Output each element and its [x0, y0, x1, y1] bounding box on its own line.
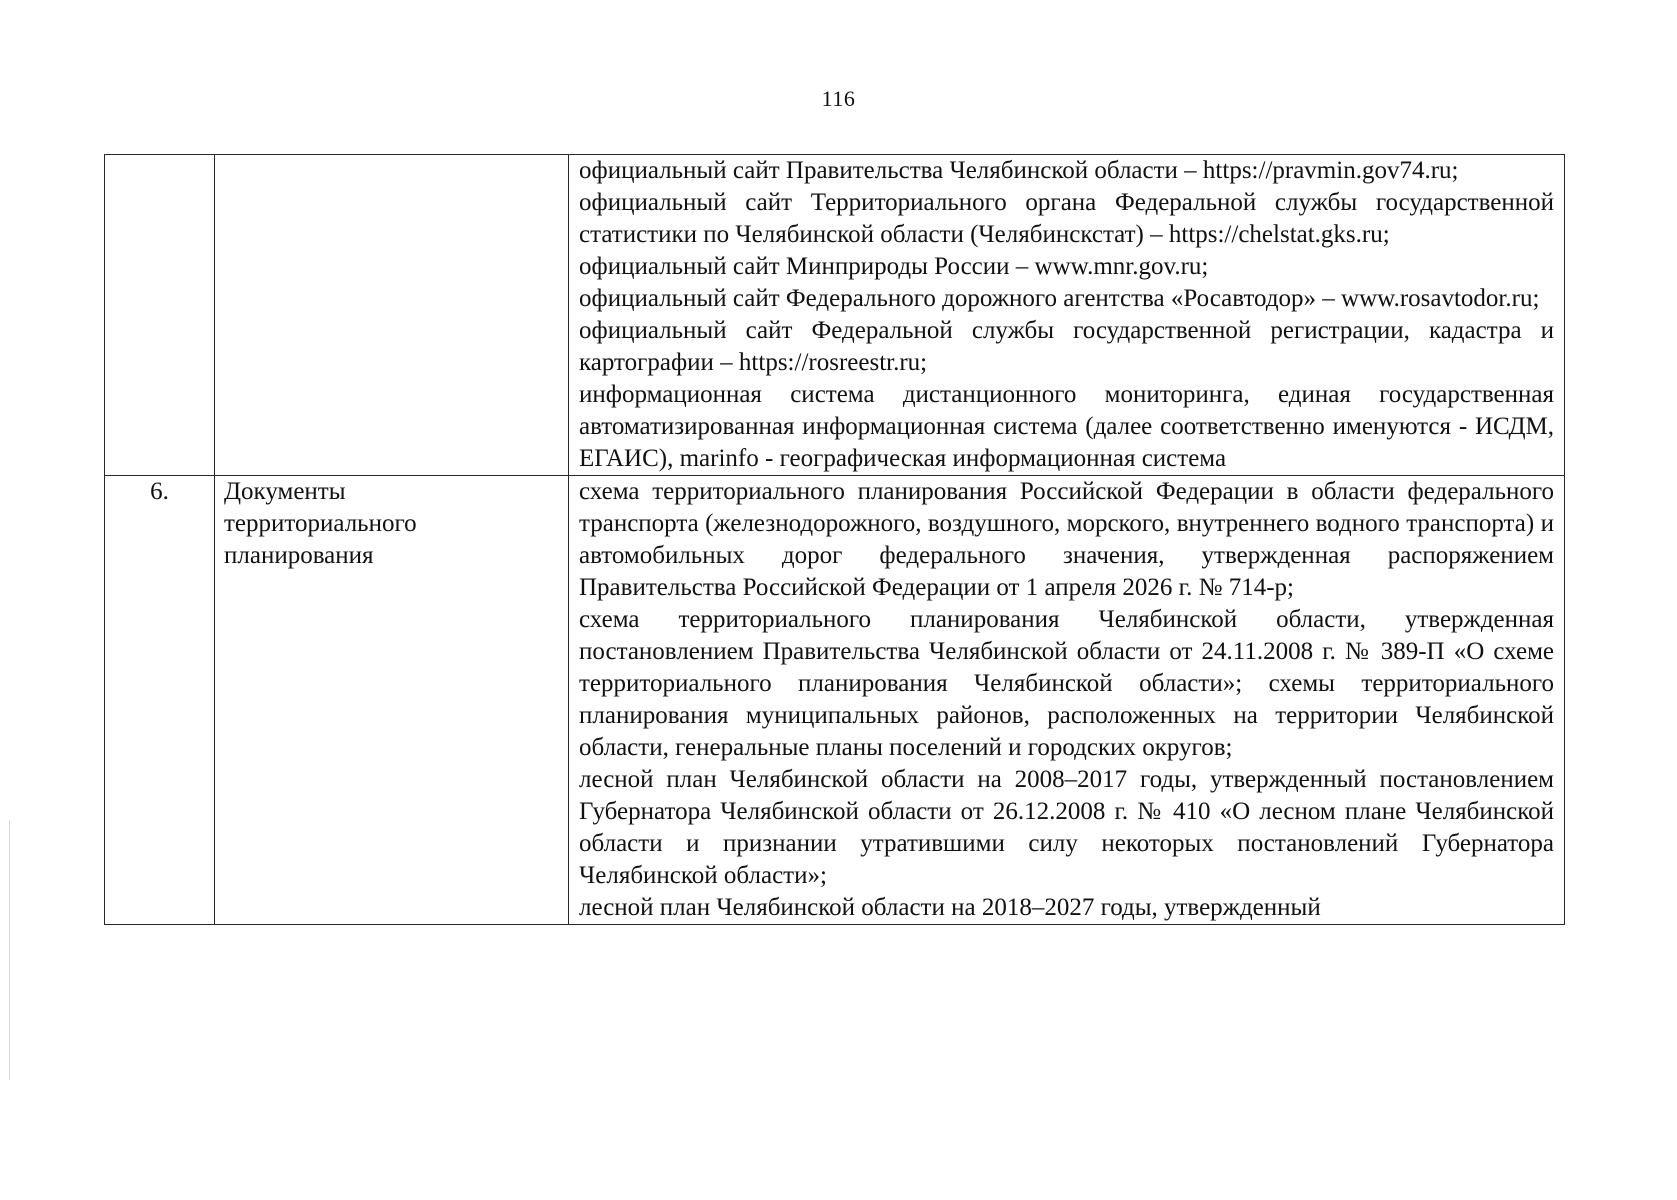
- page-number: 116: [821, 86, 856, 111]
- source-item: официальный сайт Федерального дорожного агентства «Росавтодор» – www.rosavtodor.ru;: [579, 285, 1540, 312]
- source-item: схема территориального планирования Российской Федерации в области федерального транспорта (железнодорожного, воздушного, морского, внутреннего водного транспорта) и автомобильных дорог федерального значения, утвержденная распоряжением Правительства Российской Федерации от 1 апреля 2026 г. № 714-р;: [579, 478, 1554, 601]
- row-name-cell: [215, 476, 569, 925]
- row-name-line: территориального: [224, 510, 417, 537]
- document-table: [104, 154, 1565, 925]
- row-name-line: планирования: [224, 542, 374, 569]
- source-item: официальный сайт Федеральной службы государственной регистрации, кадастра и картографии – https://rosreestr.ru;: [579, 317, 1554, 376]
- table-row: [105, 476, 1565, 925]
- row-number-cell: [105, 476, 215, 925]
- row-name-line: Документы: [224, 478, 346, 505]
- scan-edge-mark: [9, 820, 10, 1080]
- table-row: [105, 155, 1565, 476]
- source-item: официальный сайт Территориального органа Федеральной службы государственной статистики по Челябинской области (Челябинскстат) – https://chelstat.gks.ru;: [579, 189, 1554, 248]
- row-sources-cell: [569, 476, 1565, 925]
- source-item: лесной план Челябинской области на 2018–2027 годы, утвержденный: [579, 894, 1321, 921]
- row-number: 6.: [150, 478, 169, 505]
- row-sources-cell: [569, 155, 1565, 476]
- source-item: официальный сайт Минприроды России – www.mnr.gov.ru;: [579, 253, 1209, 280]
- source-item: официальный сайт Правительства Челябинской области – https://pravmin.gov74.ru;: [579, 157, 1459, 184]
- source-item: информационная система дистанционного мониторинга, единая государственная автоматизированная информационная система (далее соответственно именуются - ИСДМ, ЕГАИС), marinfo - географическая информационная система: [579, 381, 1554, 472]
- row-name-cell: [215, 155, 569, 476]
- source-item: схема территориального планирования Челябинской области, утвержденная постановлением Правительства Челябинской области от 24.11.2008 г. № 389-П «О схеме территориального планирования Челябинской области»; схемы территориального планирования муниципальных районов, расположенных на территории Челябинской области, генеральные планы поселений и городских округов;: [579, 606, 1554, 761]
- source-item: лесной план Челябинской области на 2008–2017 годы, утвержденный постановлением Губернатора Челябинской области от 26.12.2008 г. № 410 «О лесном плане Челябинской области и признании утратившими силу некоторых постановлений Губернатора Челябинской области»;: [579, 766, 1554, 889]
- row-number-cell: [105, 155, 215, 476]
